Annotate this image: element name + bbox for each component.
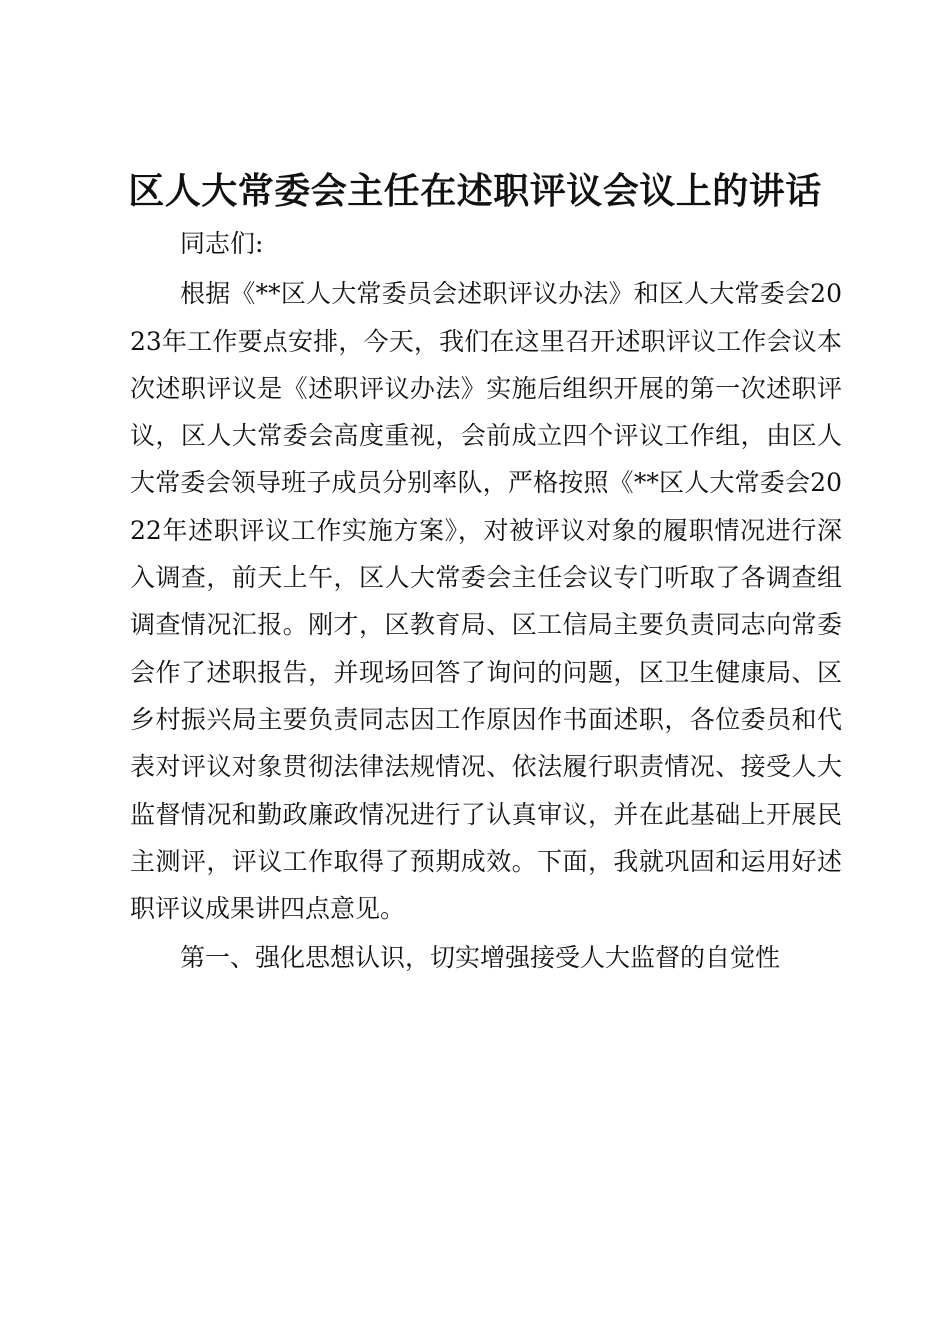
document-title: 区人大常委会主任在述职评议会议上的讲话 [128,170,822,212]
body-paragraph: 根据《**区人大常委员会述职评议办法》和区人大常委会2023年工作要点安排，今天，我们在这里召开述职评议工作会议本次述职评议是《述职评议办法》实施后组织开展的第一次述职评议，区人大常委会高度重视，会前成立四个评议工作组，由区人大常委会领导班子成员分别率队，严格按照《**区人大常委会2022年述职评议工作实施方案》，对被评议对象的履职情况进行深入调查，前天上午，区人大常委会主任会议专门听取了各调查组调查情况汇报。刚才，区教育局、区工信局主要负责同志向常委会作了述职报告，并现场回答了询问的问题，区卫生健康局、区乡村振兴局主要负责同志因工作原因作书面述职，各位委员和代表对评议对象贯彻法律法规情况、依法履行职责情况、接受人大监督情况和勤政廉政情况进行了认真审议，并在此基础上开展民主测评，评议工作取得了预期成效。下面，我就巩固和运用好述职评议成果讲四点意见。 [130,279,842,924]
section-heading: 第一、强化思想认识，切实增强接受人大监督的自觉性 [180,943,781,973]
document-body [130,220,842,982]
greeting: 同志们: [180,229,264,258]
